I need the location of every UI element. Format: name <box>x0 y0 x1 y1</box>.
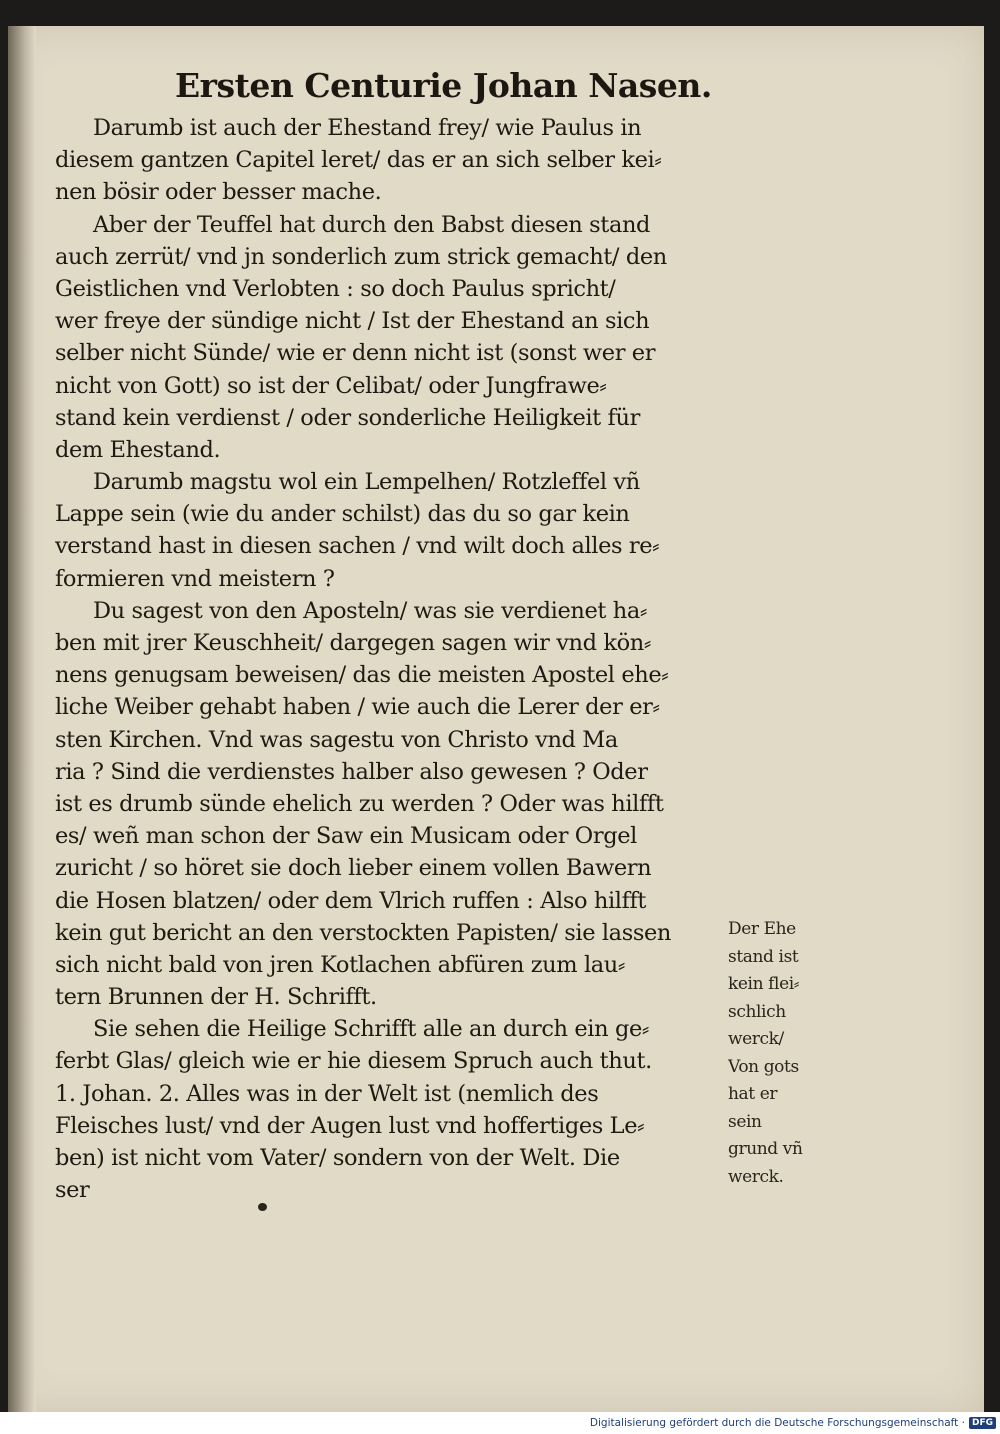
ink-spot <box>258 1203 267 1211</box>
text-line: ria ? Sind die verdienstes halber also gewesen ? Oder <box>55 758 648 785</box>
text-line: ist es drumb sünde ehelich zu werden ? Oder was hilfft <box>55 790 664 817</box>
text-line: Sie sehen die Heilige Schrifft alle an durch ein ge⸗ <box>93 1016 649 1043</box>
text-line: dem Ehestand. <box>55 436 221 463</box>
text-line: nicht von Gott) so ist der Celibat/ oder Jungfrawe⸗ <box>55 372 607 399</box>
text-line: nen bösir oder besser mache. <box>55 179 382 206</box>
margin-note-line: sein <box>728 1111 762 1132</box>
text-line: auch zerrüt/ vnd jn sonderlich zum strick gemacht/ den <box>55 243 667 270</box>
text-line: ben mit jrer Keuschheit/ dargegen sagen wir vnd kön⸗ <box>55 630 651 656</box>
margin-note-line: werck/ <box>728 1029 784 1049</box>
text-line: Fleisches lust/ vnd der Augen lust vnd hoffertiges Le⸗ <box>55 1112 645 1139</box>
text-line: liche Weiber gehabt haben / wie auch die Lerer der er⸗ <box>55 694 660 721</box>
text-line: formieren vnd meistern ? <box>55 565 335 592</box>
page-gutter <box>8 26 36 1412</box>
text-line: die Hosen blatzen/ oder dem Vlrich ruffen : Also hilfft <box>55 887 647 914</box>
text-line: Geistlichen vnd Verlobten : so doch Paulus spricht/ <box>55 275 616 302</box>
text-line: sich nicht bald von jren Kotlachen abfüren zum lau⸗ <box>55 951 625 978</box>
running-head: Ersten Centurie Johan Nasen. <box>175 66 712 105</box>
margin-note-line: grund vñ <box>728 1139 803 1159</box>
margin-note-line: werck. <box>728 1166 784 1187</box>
margin-note-line: hat er <box>728 1084 778 1104</box>
credit-text: Digitalisierung gefördert durch die Deutsche Forschungsgemeinschaft · <box>589 1417 965 1429</box>
text-line: diesem gantzen Capitel leret/ das er an sich selber kei⸗ <box>55 147 662 174</box>
text-line: wer freye der sündige nicht / Ist der Ehestand an sich <box>55 308 650 335</box>
text-line: Lappe sein (wie du ander schilst) das du so gar kein <box>55 501 630 528</box>
text-line: ser <box>55 1177 90 1204</box>
text-line: sten Kirchen. Vnd was sagestu von Christo vnd Ma <box>55 726 618 753</box>
text-line: es/ weñ man schon der Saw ein Musicam oder Orgel <box>55 823 637 850</box>
text-line: zuricht / so höret sie doch lieber einem vollen Bawern <box>55 855 652 882</box>
margin-note-line: stand ist <box>728 946 799 967</box>
text-line: kein gut bericht an den verstockten Papisten/ sie lassen <box>55 919 671 946</box>
margin-note-line: schlich <box>728 1001 786 1022</box>
text-line: Darumb magstu wol ein Lempelhen/ Rotzleffel vñ <box>93 469 640 496</box>
text-line: verstand hast in diesen sachen / vnd wilt doch alles re⸗ <box>55 533 660 560</box>
text-line: selber nicht Sünde/ wie er denn nicht ist (sonst wer er <box>55 340 656 367</box>
text-line: Darumb ist auch der Ehestand frey/ wie Paulus in <box>93 115 642 141</box>
margin-note <box>728 916 838 1191</box>
text-line: ferbt Glas/ gleich wie er hie diesem Spruch auch thut. <box>55 1048 652 1075</box>
margin-note-line: Von gots <box>728 1056 799 1077</box>
body-text <box>55 112 725 1206</box>
text-line: tern Brunnen der H. Schrifft. <box>55 984 377 1011</box>
text-line: nens genugsam beweisen/ das die meisten Apostel ehe⸗ <box>55 662 669 689</box>
text-line: stand kein verdienst / oder sonderliche Heiligkeit für <box>55 404 640 431</box>
text-line: ben) ist nicht vom Vater/ sondern von der Welt. Die <box>55 1145 620 1171</box>
text-line: Aber der Teuffel hat durch den Babst diesen stand <box>93 211 651 238</box>
margin-note-line: Der Ehe <box>728 919 796 939</box>
text-line: 1. Johan. 2. Alles was in der Welt ist (nemlich des <box>55 1080 599 1107</box>
digitization-credit <box>590 1416 996 1430</box>
dfg-logo: DFG <box>969 1417 996 1429</box>
margin-note-line: kein flei⸗ <box>728 974 800 994</box>
text-line: Du sagest von den Aposteln/ was sie verdienet ha⸗ <box>93 597 647 624</box>
